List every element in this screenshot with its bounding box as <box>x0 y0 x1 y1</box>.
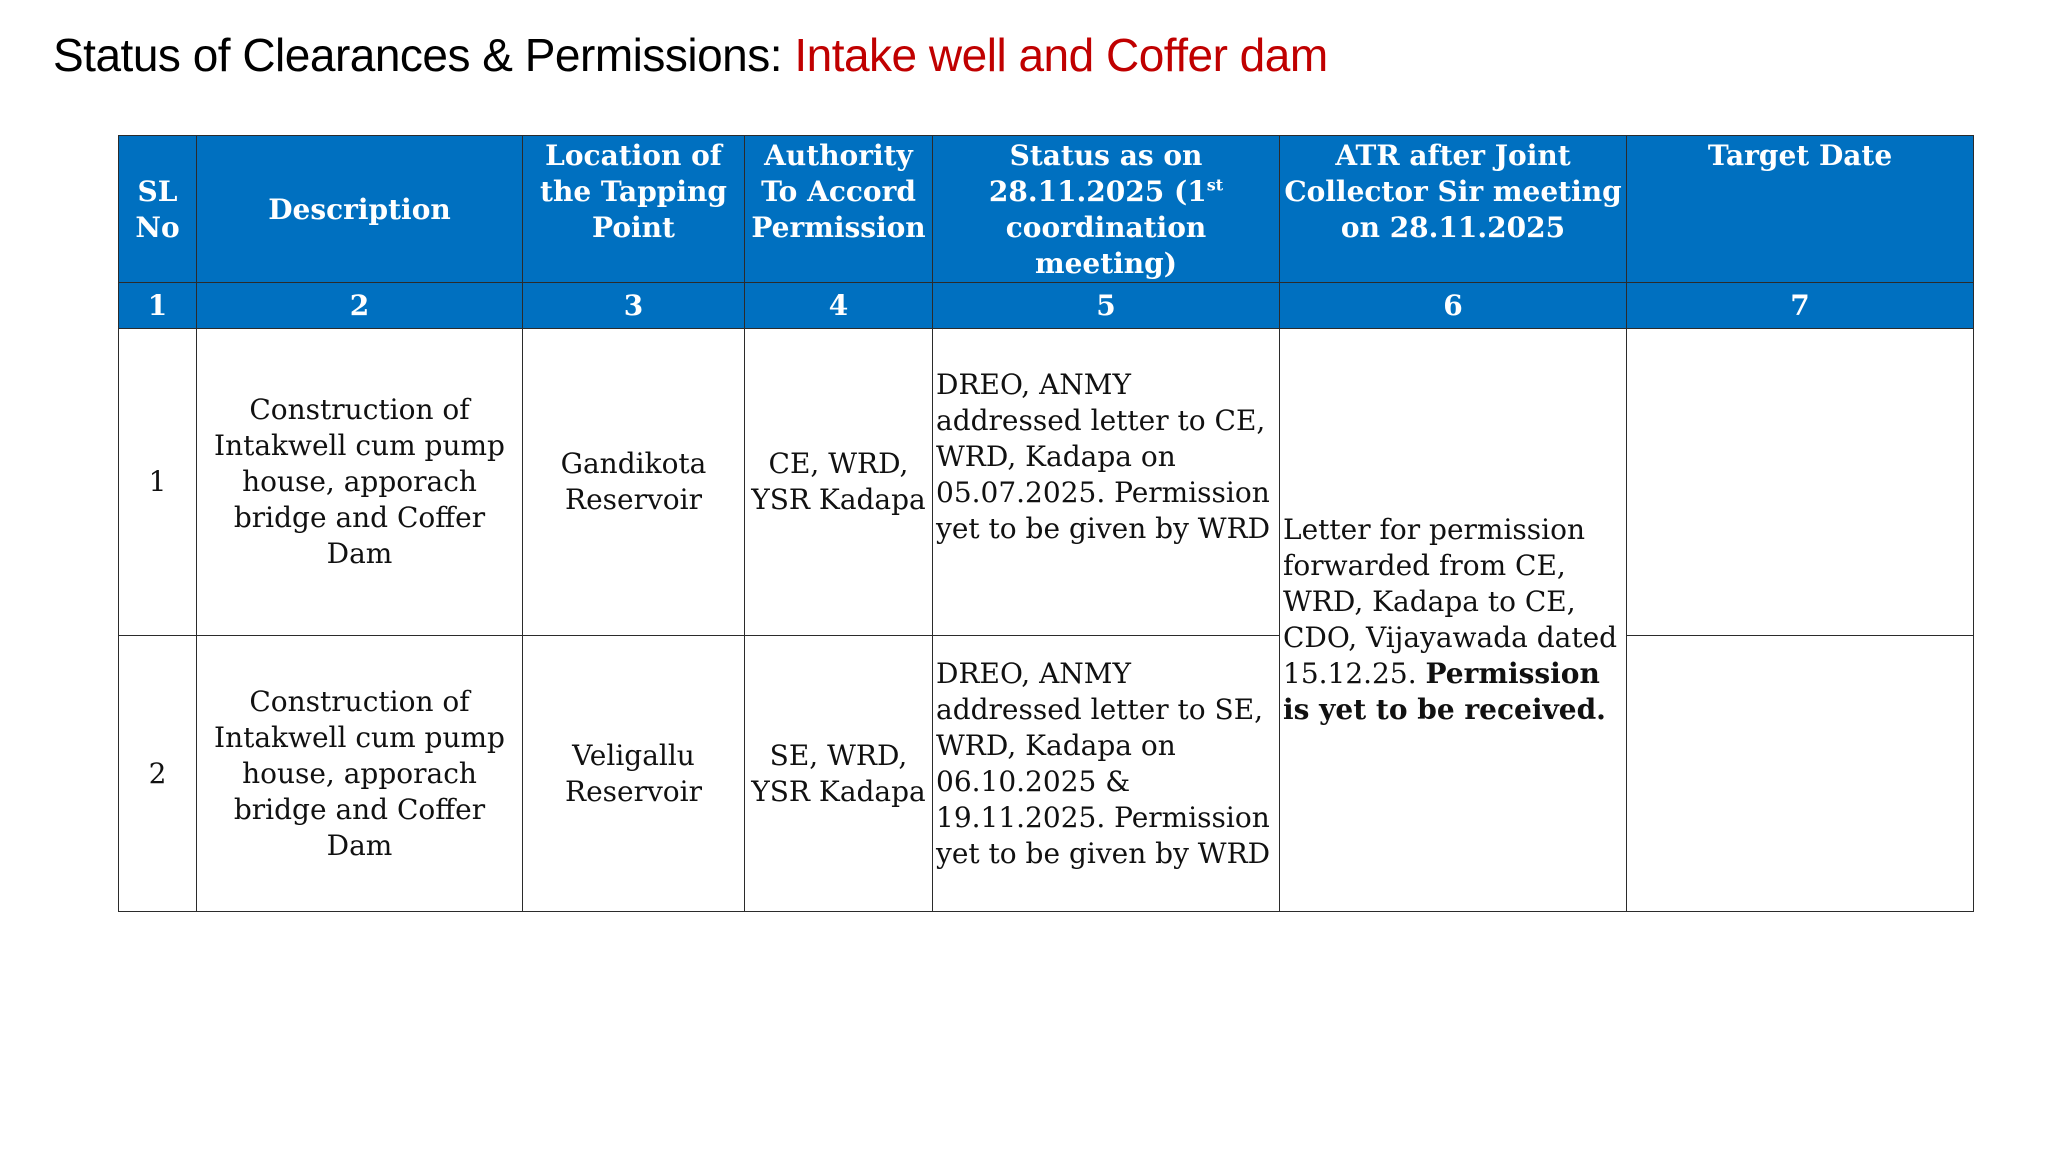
row-description: Construction of Intakwell cum pump house, apporach bridge and Coffer Dam <box>197 636 523 912</box>
header-status <box>933 136 1280 283</box>
title-prefix: Status of Clearances & Permissions: <box>53 29 795 81</box>
header-sl-no: SL No <box>119 136 197 283</box>
column-number: 6 <box>1280 283 1627 329</box>
row-status: DREO, ANMY addressed letter to SE, WRD, Kadapa on 06.10.2025 & 19.11.2025. Permission yet to be given by WRD <box>933 636 1280 912</box>
column-number: 7 <box>1627 283 1974 329</box>
column-number: 3 <box>523 283 745 329</box>
page-title <box>53 28 1328 82</box>
row-status: DREO, ANMY addressed letter to CE, WRD, Kadapa on 05.07.2025. Permission yet to be given by WRD <box>933 329 1280 636</box>
column-number: 5 <box>933 283 1280 329</box>
row-target-date <box>1627 636 1974 912</box>
row-authority: CE, WRD, YSR Kadapa <box>745 329 933 636</box>
header-row <box>119 136 1974 283</box>
row-location: Veligallu Reservoir <box>523 636 745 912</box>
atr-bold-text: Permission is yet to be received. <box>1283 657 1606 726</box>
row-authority: SE, WRD, YSR Kadapa <box>745 636 933 912</box>
row-description: Construction of Intakwell cum pump house, apporach bridge and Coffer Dam <box>197 329 523 636</box>
row-sl-no: 1 <box>119 329 197 636</box>
header-status-sup: st <box>1206 175 1224 195</box>
header-status-text-b: coordination meeting) <box>1005 211 1207 280</box>
atr-text: Letter for permission forwarded from CE, WRD, Kadapa to CE, CDO, Vijayawada dated 15.12.25. <box>1283 513 1618 690</box>
row-sl-no: 2 <box>119 636 197 912</box>
column-number: 2 <box>197 283 523 329</box>
row-atr-merged <box>1280 329 1627 912</box>
header-status-text-a: Status as on 28.11.2025 (1 <box>988 139 1207 208</box>
table-row <box>119 636 1974 912</box>
table-row <box>119 329 1974 636</box>
row-target-date <box>1627 329 1974 636</box>
title-highlight: Intake well and Coffer dam <box>794 29 1328 81</box>
column-number-row <box>119 283 1974 329</box>
column-number: 1 <box>119 283 197 329</box>
header-description: Description <box>197 136 523 283</box>
header-location: Location of the Tapping Point <box>523 136 745 283</box>
header-target-date: Target Date <box>1627 136 1974 283</box>
header-atr: ATR after Joint Collector Sir meeting on 28.11.2025 <box>1280 136 1627 283</box>
clearances-table <box>118 135 1974 912</box>
row-location: Gandikota Reservoir <box>523 329 745 636</box>
column-number: 4 <box>745 283 933 329</box>
header-authority: Authority To Accord Permission <box>745 136 933 283</box>
